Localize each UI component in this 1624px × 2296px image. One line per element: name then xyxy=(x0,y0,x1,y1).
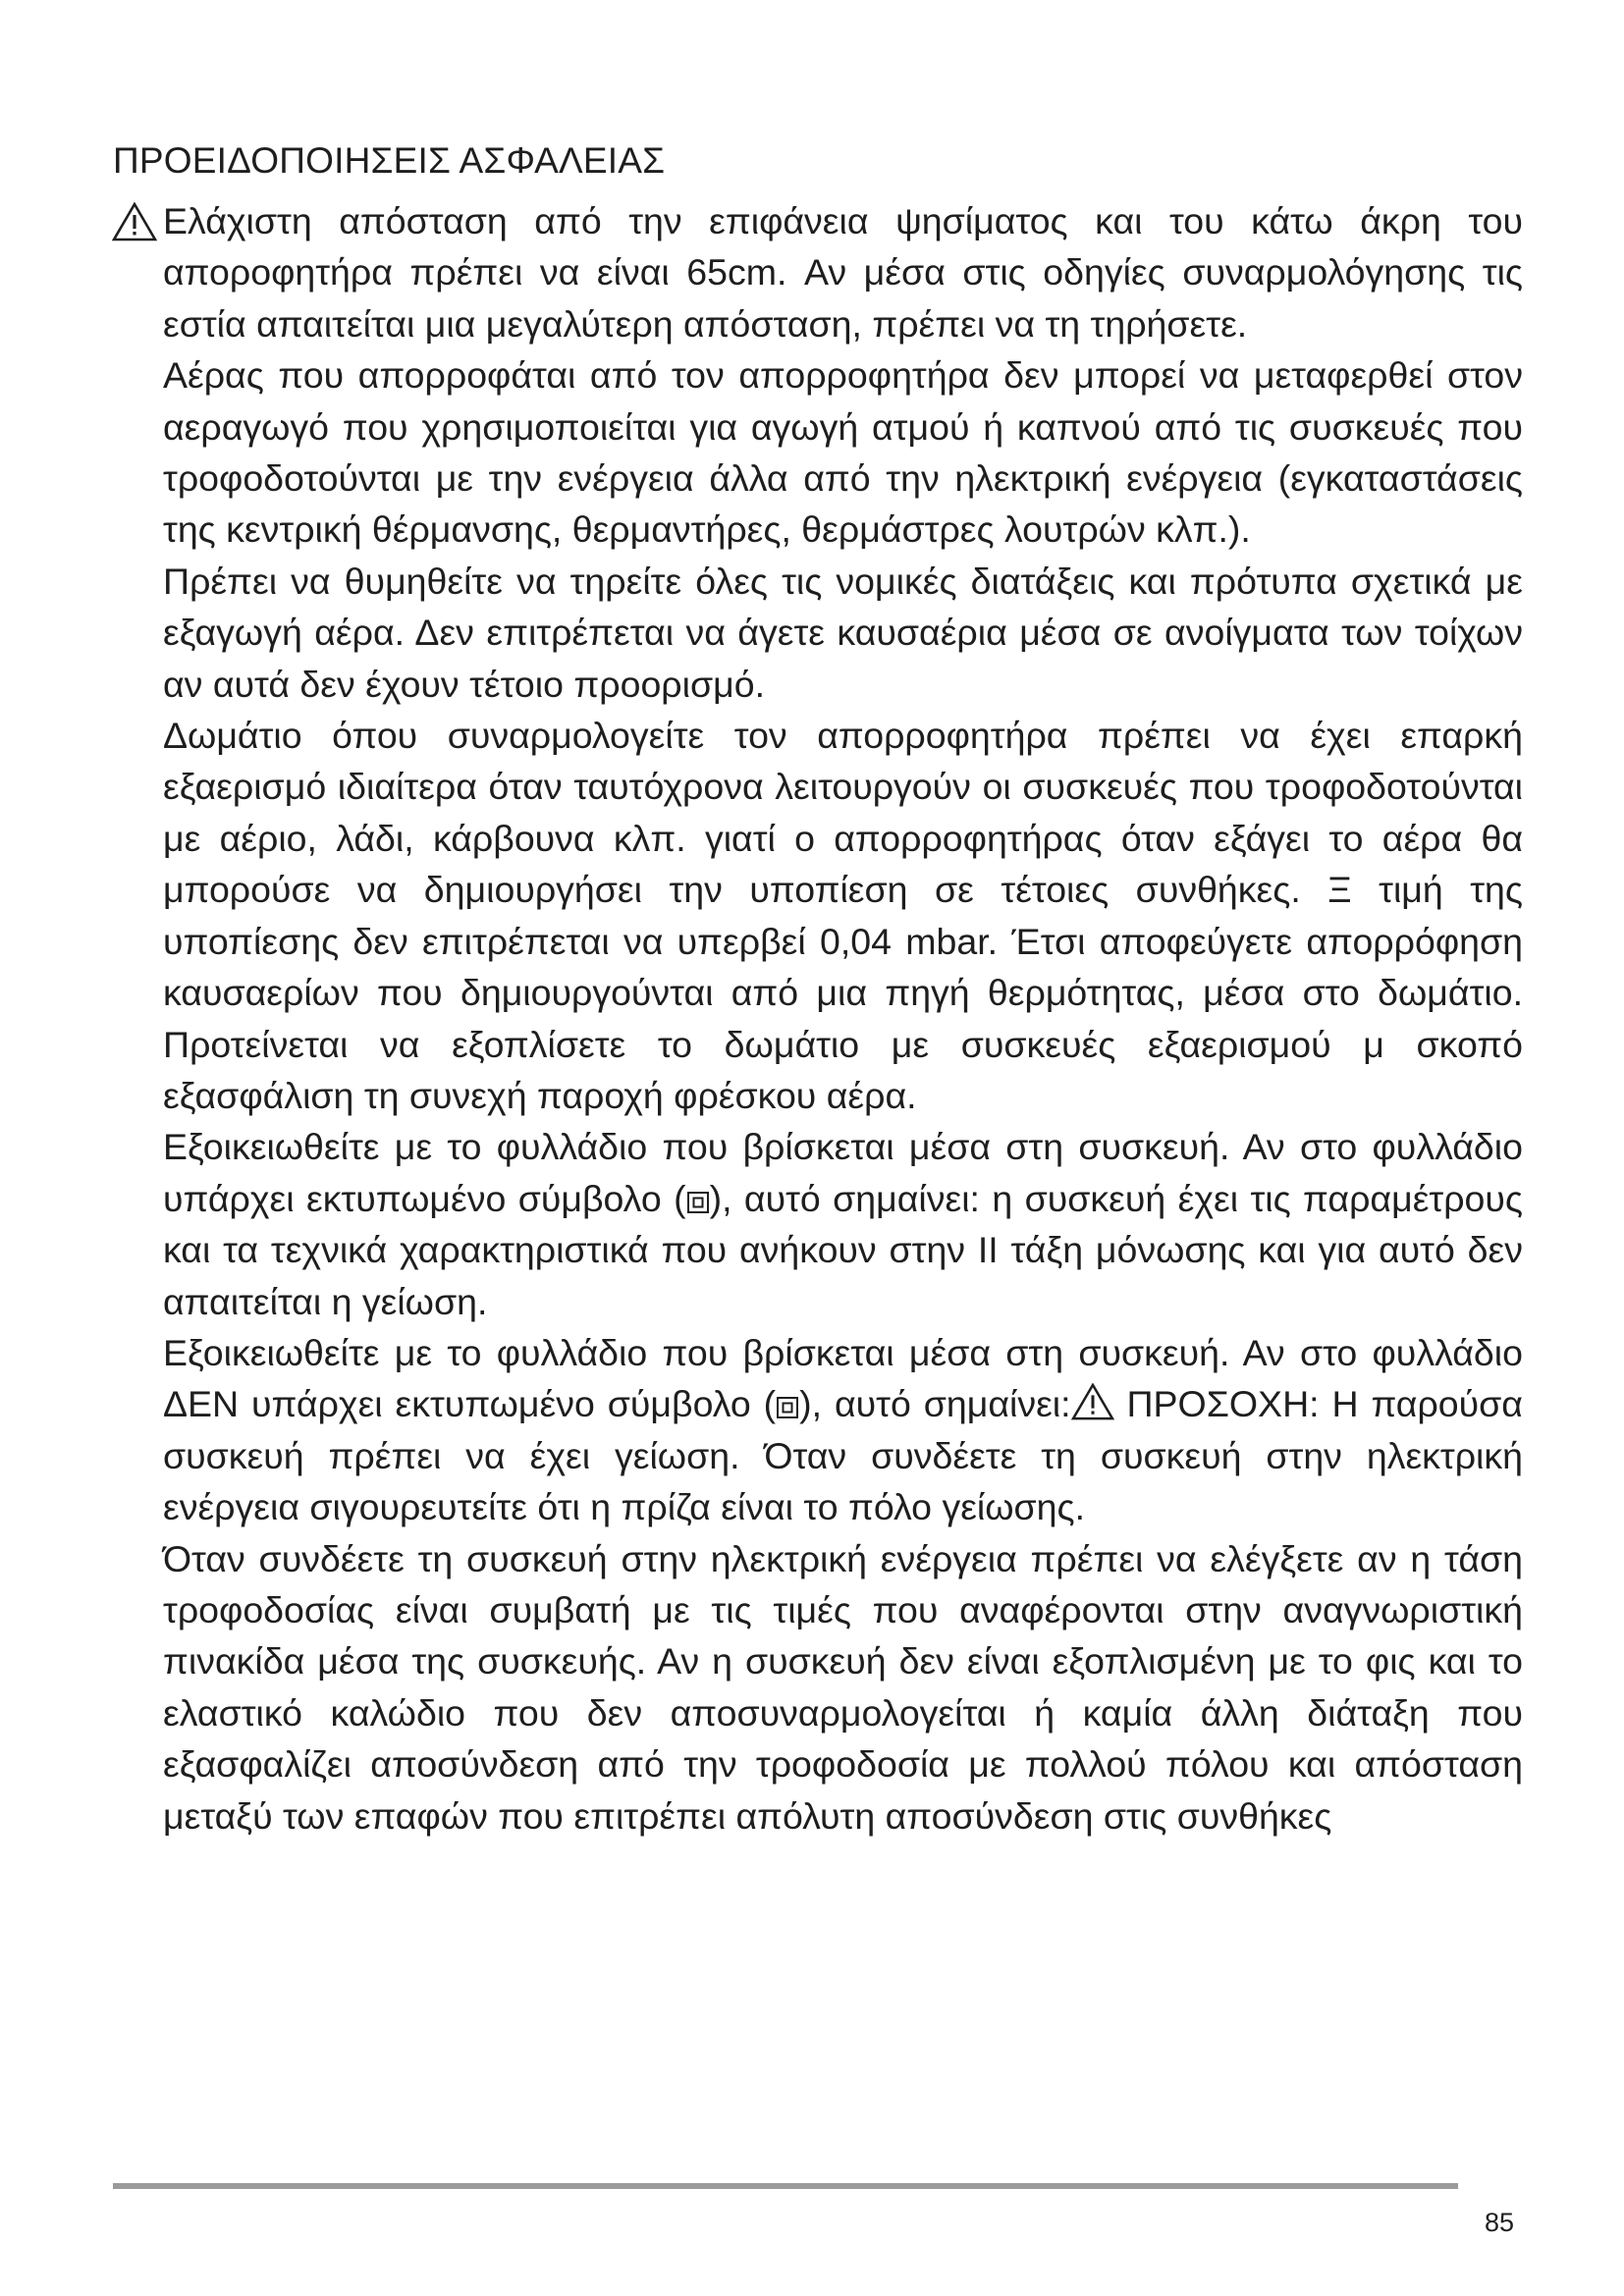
paragraph-ventilation: Δωμάτιο όπου συναρμολογείτε τον απορροφητήρα πρέπει να έχει επαρκή εξαερισμό ιδιαίτερα όταν ταυτόχρονα λειτουργούν οι συσκευές που τροφοδοτούνται με αέριο, λάδι, κάρβουνα κλπ. γιατί ο απορροφητήρας όταν εξάγει το αέρα θα μπορούσε να δημιουργήσει την υποπίεση σε τέτοιες συνθήκες. Ξ τιμή της υποπίεσης δεν επιτρέπεται να υπερβεί 0,04 mbar. Έτσι αποφεύγετε απορρόφηση καυσαερίων που δημιουργούνται από μια πηγή θερμότητας, μέσα στο δωμάτιο. Προτείνεται να εξοπλίσετε το δωμάτιο με συσκευές εξαερισμού μ σκοπό εξασφάλιση τη συνεχή παροχή φρέσκου αέρα. xyxy=(163,715,1523,1116)
paragraph-voltage: Όταν συνδέετε τη συσκευή στην ηλεκτρική ενέργεια πρέπει να ελέγξετε αν η τάση τροφοδοσίας είναι συμβατή με τις τιμές που αναφέρονται στην αναγνωριστική πινακίδα μέσα της συσκευής. Αν η συσκευή δεν είναι εξοπλισμένη με το φις και το ελαστικό καλώδιο που δεν αποσυναρμολογείται ή καμία άλλη διάταξη που εξασφαλίζει αποσύνδεση από την τροφοδοσία με πολλού πόλου και απόσταση μεταξύ των επαφών που επιτρέπει απόλυτη αποσύνδεση στις συνθήκες xyxy=(163,1537,1523,1837)
paragraph-text: ), αυτό σημαίνει: xyxy=(799,1383,1071,1425)
footer-divider xyxy=(113,2183,1458,2189)
paragraph-text: ΠΡΟΣΟΧΗ: Η παρούσα συσκευή πρέπει να έχει γείωση. Όταν συνδέετε τη συσκευή στην ηλεκτρική ενέργεια σιγουρευτείτε ότι η πρίζα είναι το πόλο γείωσης. xyxy=(163,1383,1523,1528)
paragraph-class2 xyxy=(163,1121,1523,1327)
paragraph-regulations: Πρέπει να θυμηθείτε να τηρείτε όλες τις νομικές διατάξεις και πρότυπα σχετικά με εξαγωγή αέρα. Δεν επιτρέπεται να άγετε καυσαέρια μέσα σε ανοίγματα των τοίχων αν αυτά δεν έχουν τέτοιο προορισμό. xyxy=(163,560,1523,705)
paragraph-text: Εξοικειωθείτε με το φυλλάδιο που βρίσκεται μέσα στη συσκευή. Αν στο φυλλάδιο ΔΕΝ υπάρχει εκτυπωμένο σύμβολο ( xyxy=(163,1331,1523,1425)
warning-triangle-icon xyxy=(112,202,157,241)
paragraph-text: Εξοικειωθείτε με το φυλλάδιο που βρίσκεται μέσα στη συσκευή. Αν στο φυλλάδιο υπάρχει εκτυπωμένο σύμβολο ( xyxy=(163,1126,1523,1219)
section-heading: ΠΡΟΕΙΔΟΠΟΙΗΣΕΙΣ ΑΣΦΑΛΕΙΑΣ xyxy=(113,140,666,181)
paragraph-grounding xyxy=(163,1327,1523,1533)
paragraph-text: ), αυτό σημαίνει: η συσκευή έχει τις παραμέτρους και τα τεχνικά χαρακτηριστικά που ανήκουν στην II τάξη μόνωσης και για αυτό δεν απαιτείται η γείωση. xyxy=(163,1177,1523,1322)
safety-text xyxy=(163,195,1523,1842)
paragraph-text: Ελάχιστη απόσταση από την επιφάνεια ψησίματος και του κάτω άκρη του αποροφητήρα πρέπει να είναι 65cm. Αν μέσα στις οδηγίες συναρμολόγησης τις εστία απαιτείται μια μεγαλύτερη απόσταση, πρέπει να τη τηρήσετε. xyxy=(163,200,1523,345)
warning-triangle-icon xyxy=(1071,1383,1114,1420)
paragraph-distance xyxy=(163,195,1523,349)
page-number: 85 xyxy=(1485,2208,1515,2237)
double-insulation-icon xyxy=(686,1191,710,1214)
paragraph-air-duct: Αέρας που απορροφάται από τον απορροφητήρα δεν μπορεί να μεταφερθεί στον αεραγωγό που χρησιμοποιείται για αγωγή ατμού ή καπνού από τις συσκευές που τροφοδοτούνται με την ενέργεια άλλα από την ηλεκτρική ενέργεια (εγκαταστάσεις της κεντρική θέρμανσης, θερμαντήρες, θερμάστρες λουτρών κλπ.). xyxy=(163,354,1523,551)
double-insulation-icon xyxy=(776,1396,799,1419)
